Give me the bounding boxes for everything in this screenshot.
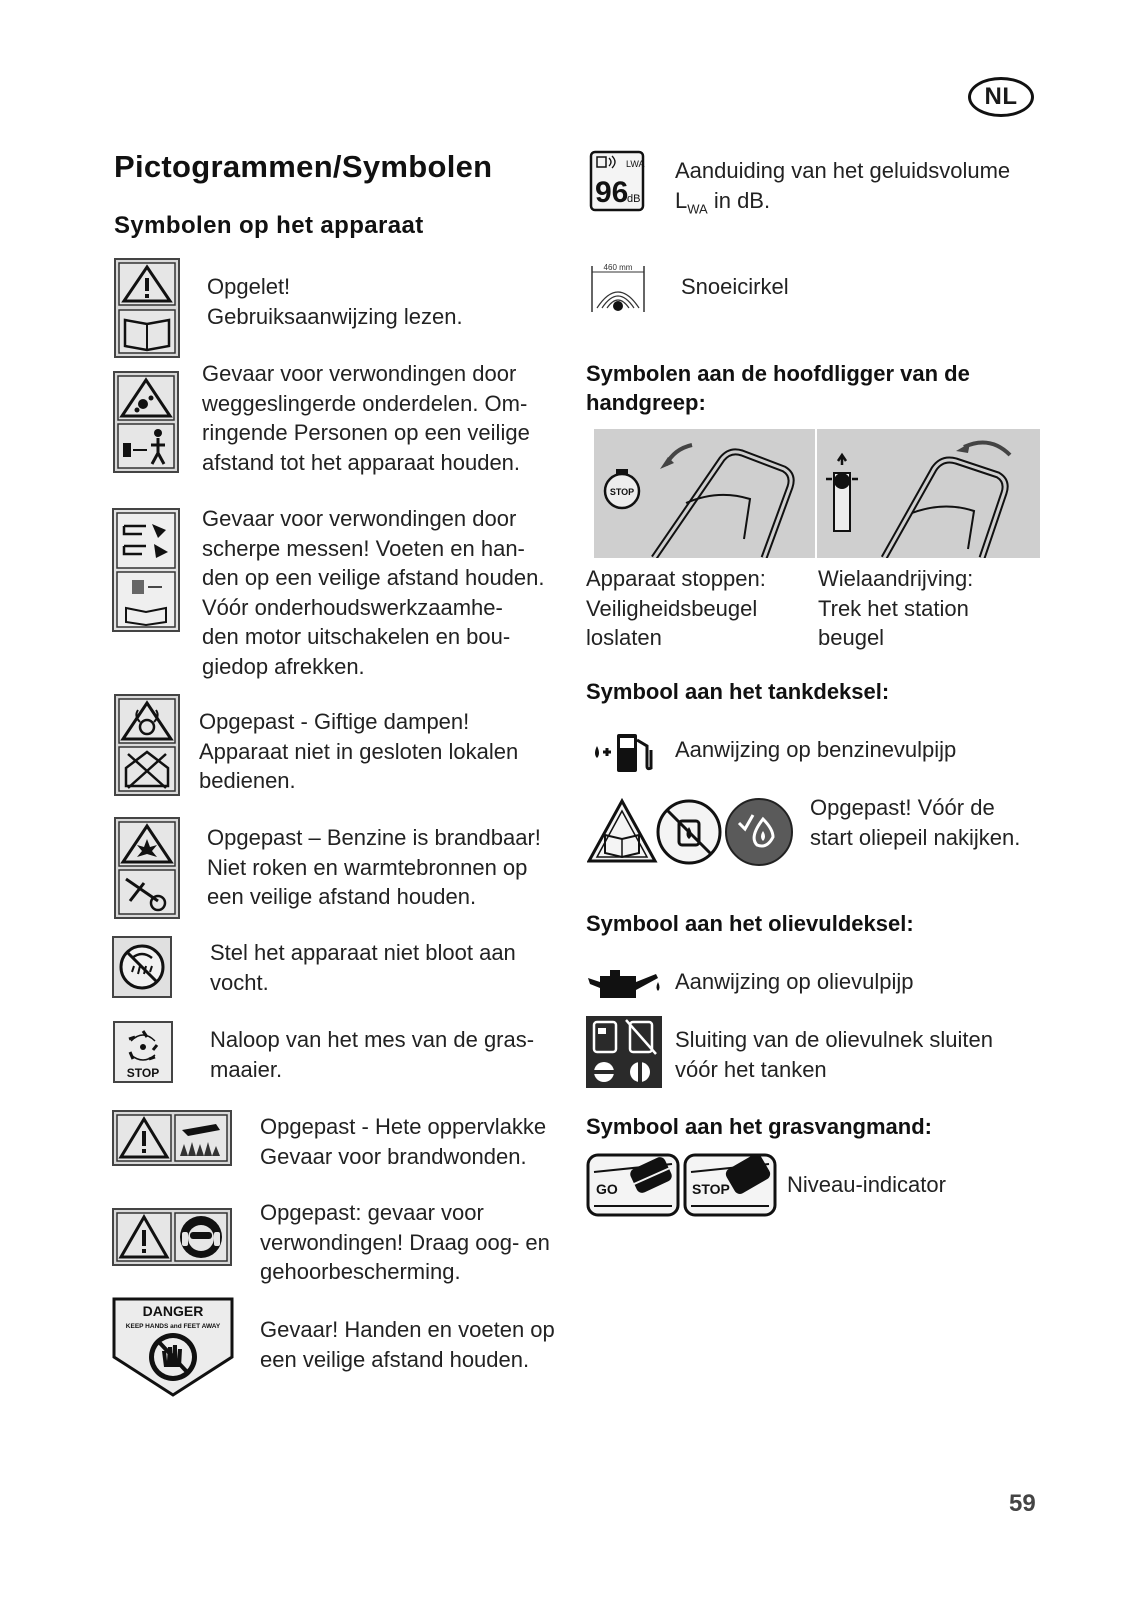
symbol-text-cut-circle: Snoeicirkel [681,274,789,299]
db-unit: dB [627,193,641,205]
symbol-text-protection: Opgepast: gevaar voor verwondingen! Draag oog- en gehoorbescherming. [260,1200,550,1284]
symbol-text-no-moisture: Stel het apparaat niet bloot aan vocht. [210,940,516,995]
symbol-text-noise [675,156,1010,223]
thrown-objects-icon [113,371,179,473]
page-title: Pictogrammen/Symbolen [114,149,493,184]
oil-check-icons [587,797,799,867]
symbol-text-hot-surface: Opgepast - Hete oppervlakke Gevaar voor brandwonden. [260,1114,547,1169]
section-heading-handle: Symbolen aan de hoofdligger van de handgreep: [586,361,970,415]
symbol-text-thrown-objects: Gevaar voor verwondingen door weggeslingerde onderdelen. Om- ringende Personen op een veilige afstand tot het apparaat houden. [202,361,530,475]
section-heading-bag: Symbool aan het grasvangmand: [586,1114,932,1139]
blade-rundown-icon [113,1021,173,1083]
symbol-text-fuel: Aanwijzing op benzinevulpijp [675,737,957,762]
toxic-fumes-icon [114,694,180,796]
symbol-text-flammable: Opgepast – Benzine is brandbaar! Niet roken en warmtebronnen op een veilige afstand houden. [207,825,541,909]
sound-level-icon [589,150,645,212]
fuel-pump-icon [589,730,657,774]
handle-caption-stop: Apparaat stoppen: Veiligheidsbeugel loslaten [586,566,766,650]
stop-engine-label: STOP [609,487,635,497]
section-heading-device: Symbolen op het apparaat [114,212,424,239]
db-value: 96 [595,176,629,209]
language-code: NL [984,83,1018,110]
symbol-text-read-manual: Opgelet! Gebruiksaanwijzing lezen. [207,274,463,329]
symbol-text-oil: Aanwijzing op olievulpijp [675,969,914,994]
warning-read-manual-icon [114,258,180,358]
close-oil-neck-icon [586,1016,662,1088]
danger-subtitle: KEEP HANDS and FEET AWAY [125,1323,221,1330]
hot-surface-icon [112,1110,232,1166]
noise-line1: Aanduiding van het geluidsvolume [675,158,1011,183]
symbol-text-oil-check: Opgepast! Vóór de start oliepeil nakijken. [810,795,1021,850]
noise-lwa-sub: WA [687,200,708,216]
page-number: 59 [1009,1490,1036,1517]
symbol-text-blade-rundown: Naloop van het mes van de gras- maaier. [210,1027,535,1082]
stop-label-small: STOP [126,1066,160,1080]
symbol-text-toxic-fumes: Opgepast - Giftige dampen! Apparaat niet in gesloten lokalen bedienen. [199,709,519,793]
noise-lwa-l: L [675,187,688,213]
grass-bag-indicator-icons [586,1152,778,1218]
cut-diameter-label: 460 mm [603,263,633,272]
flammable-fuel-icon [114,817,180,919]
symbol-text-sharp-blades: Gevaar voor verwondingen door scherpe messen! Voeten en han- den op een veilige afstand houden. Vóór onderhoudswerkzaamhe- den motor uitschakelen en bou- giedop afrekken. [202,506,545,679]
no-moisture-icon [112,936,172,998]
section-heading-oil-cap: Symbool aan het olievuldeksel: [586,911,914,936]
cutting-circle-icon [589,262,647,314]
danger-hands-feet-icon [112,1297,234,1397]
symbol-text-level-indicator: Niveau-indicator [787,1172,946,1197]
danger-title: DANGER [142,1303,204,1319]
symbol-text-danger: Gevaar! Handen en voeten op een veilige afstand houden. [260,1317,555,1372]
go-label: GO [596,1181,618,1197]
symbol-text-close-oil: Sluiting van de olievulnek sluiten vóór het tanken [675,1027,993,1082]
section-heading-tank: Symbool aan het tankdeksel: [586,679,890,704]
lwa-icon-label: LWA [626,159,645,169]
handle-illustration [594,429,1040,558]
sharp-blades-icon [112,508,180,632]
handle-caption-drive: Wielaandrijving: Trek het station beugel [818,566,974,650]
language-badge [968,77,1034,117]
eye-ear-protection-icon [112,1208,232,1266]
stop-bag-label: STOP [692,1181,730,1197]
noise-lwa-rest: in dB. [707,187,771,213]
oil-can-icon [586,966,662,1000]
